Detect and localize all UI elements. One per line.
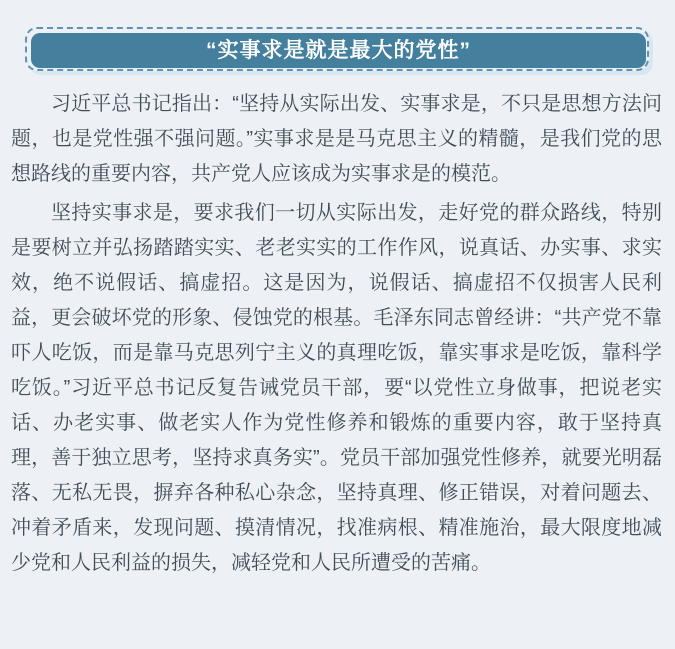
- article-body: [0, 87, 675, 581]
- paragraph: 坚持实事求是，要求我们一切从实际出发，走好党的群众路线，特别是要树立并弘扬踏踏实实、老老实实的工作作风，说真话、办实事、求实效，绝不说假话、搞虚招。这是因为，说假话、搞虚招不仅损害人民利益，更会破坏党的形象、侵蚀党的根基。毛泽东同志曾经讲：“共产党不靠吓人吃饭，而是靠马克思列宁主义的真理吃饭，靠实事求是吃饭，靠科学吃饭。”习近平总书记反复告诫党员干部，要“以党性立身做事，把说老实话、办老实事、做老实人作为党性修养和锻炼的重要内容，敢于坚持真理，善于独立思考，坚持求真务实”。党员干部加强党性修养，就要光明磊落、无私无畏，摒弃各种私心杂念，坚持真理、修正错误，对着问题去、冲着矛盾来，发现问题、摸清情况，找准病根、精准施治，最大限度地减少党和人民利益的损失，减轻党和人民所遭受的苦痛。: [11, 202, 662, 574]
- paragraph: 习近平总书记指出：“坚持从实际出发、实事求是，不只是思想方法问题，也是党性强不强问题。”实事求是是马克思主义的精髓，是我们党的思想路线的重要内容，共产党人应该成为实事求是的模范。: [11, 93, 662, 185]
- banner-fill: [31, 33, 646, 68]
- banner-title: “实事求是就是最大的党性”: [206, 39, 471, 62]
- title-banner: [25, 27, 649, 71]
